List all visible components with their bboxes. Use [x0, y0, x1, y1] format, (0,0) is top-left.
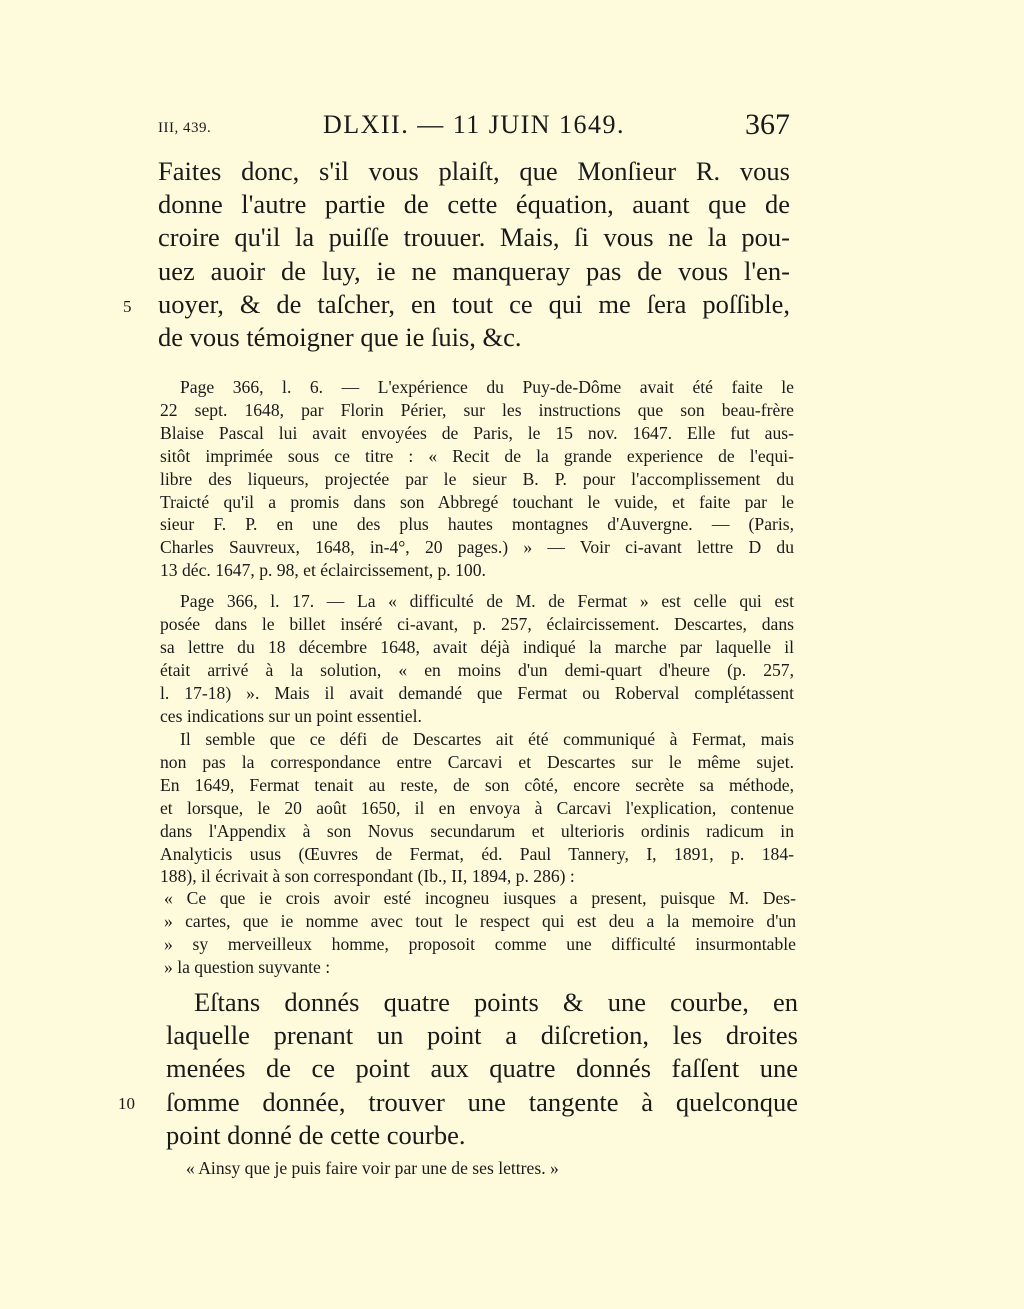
note-line: dans l'Appendix à son Novus secundarum et ulterioris ordinis radicum in — [160, 820, 794, 841]
note-line: En 1649, Fermat tenait au reste, de son côté, encore secrète sa méthode, — [160, 774, 794, 795]
text-line: laquelle prenant un point a diſcretion, les droites — [166, 1020, 798, 1051]
note-line: Traicté qu'il a promis dans son Abbregé touchant le vuide, et faite par le — [160, 491, 794, 512]
text-line: menées de ce point aux quatre donnés faſſent une — [166, 1053, 798, 1084]
note-line: l. 17-18) ». Mais il avait demandé que Fermat ou Roberval complétassent — [160, 682, 794, 703]
letter-text-part-2 — [166, 986, 798, 1152]
note-line: Charles Sauvreux, 1648, in-4°, 20 pages.) » — Voir ci-avant lettre D du — [160, 537, 794, 558]
note-line: non pas la correspondance entre Carcavi et Descartes sur le même sujet. — [160, 751, 794, 772]
letter-text-part-1 — [158, 155, 790, 354]
note-line: Page 366, l. 17. — La « difficulté de M. de Fermat » est celle qui est — [180, 591, 794, 611]
note-line: ces indications sur un point essentiel. — [160, 705, 422, 726]
quote-line: » la question suyvante : — [164, 956, 331, 977]
footnote-fermat-paragraph — [160, 728, 794, 888]
quote-line: « Ce que ie crois avoir esté incogneu iusques a present, puisque M. Des- — [164, 888, 796, 908]
text-line: Eſtans donnés quatre points & une courbe, en — [194, 987, 798, 1017]
text-line: de vous témoigner que ie ſuis, &c. — [158, 322, 522, 353]
text-line: point donné de cette courbe. — [166, 1119, 466, 1150]
footnote-page-366-line-17 — [160, 590, 794, 727]
fermat-quote — [164, 887, 796, 979]
footnote-page-366-line-6 — [160, 376, 794, 582]
line-number: 10 — [118, 1094, 135, 1113]
text-line: donne l'autre partie de cette équation, auant que de — [158, 189, 790, 220]
note-line: et lorsque, le 20 août 1650, il en envoya à Carcavi l'explication, contenue — [160, 797, 794, 818]
note-line: 13 déc. 1647, p. 98, et éclaircissement, p. 100. — [160, 560, 486, 581]
text-line: croire qu'il la puiſſe trouuer. Mais, ſi vous ne la pou- — [158, 222, 790, 253]
quote-line: » cartes, que ie nomme avec tout le respect qui est deu a la memoire d'un — [164, 910, 796, 931]
line-number: 5 — [123, 297, 132, 316]
text-line: ſomme donnée, trouver une tangente à quelconque — [166, 1086, 798, 1117]
volume-reference: III, 439. — [158, 120, 212, 136]
note-line: Il semble que ce défi de Descartes ait été communiqué à Fermat, mais — [180, 729, 794, 749]
note-line: 22 sept. 1648, par Florin Périer, sur les instructions que son beau-frère — [160, 399, 794, 420]
note-line: 188), il écrivait à son correspondant (Ib., II, 1894, p. 286) : — [160, 866, 575, 887]
page-number: 367 — [745, 108, 790, 141]
text-line: uoyer, & de taſcher, en tout ce qui me ſera poſſible, — [158, 288, 790, 319]
note-line: Blaise Pascal lui avait envoyées de Paris, le 15 nov. 1647. Elle fut aus- — [160, 422, 794, 443]
text-line: Faites donc, s'il vous plaiſt, que Monſieur R. vous — [158, 156, 790, 186]
letter-heading: DLXII. — 11 JUIN 1649. — [322, 110, 626, 139]
note-line: sieur F. P. en une des plus hautes montagnes d'Auvergne. — (Paris, — [160, 514, 794, 535]
note-line: sitôt imprimée sous ce titre : « Recit de la grande experience de l'equi- — [160, 445, 794, 466]
note-line: Analyticis usus (Œuvres de Fermat, éd. Paul Tannery, I, 1891, p. 184- — [160, 843, 794, 864]
running-header — [158, 108, 790, 148]
note-line: libre des liqueurs, projectée par le sieur B. P. pour l'accomplissement du — [160, 468, 794, 489]
closing-quote: « Ainsy que je puis faire voir par une de ses lettres. » — [186, 1158, 559, 1178]
note-line: sa lettre du 18 décembre 1648, avait déjà indiqué la marche par laquelle il — [160, 636, 794, 657]
note-line: Page 366, l. 6. — L'expérience du Puy-de-Dôme avait été faite le — [180, 377, 794, 397]
text-line: uez auoir de luy, ie ne manqueray pas de vous l'en- — [158, 255, 790, 286]
note-line: était arrivé à la solution, « en moins d'un demi-quart d'heure (p. 257, — [160, 659, 794, 680]
note-line: posée dans le billet inséré ci-avant, p. 257, éclaircissement. Descartes, dans — [160, 613, 794, 634]
quote-line: » sy merveilleux homme, proposoit comme une difficulté insurmontable — [164, 933, 796, 954]
